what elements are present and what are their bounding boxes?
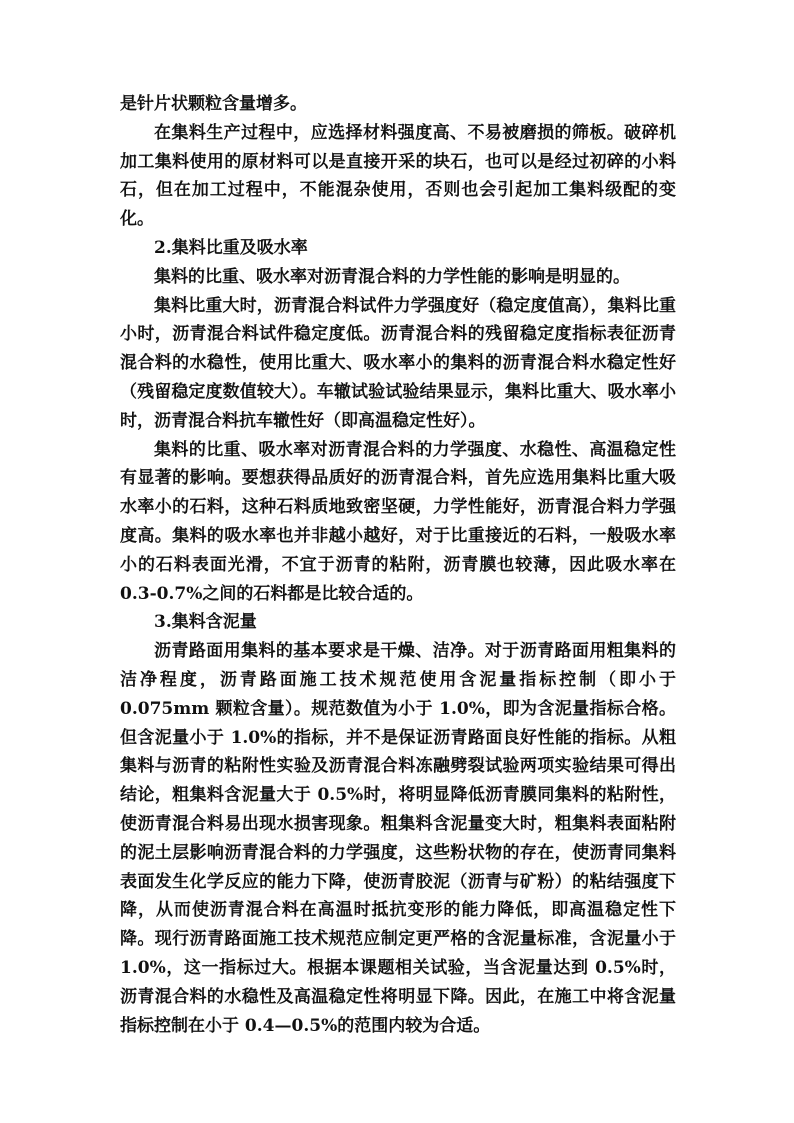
paragraph-aggregate-production: 在集料生产过程中，应选择材料强度高、不易被磨损的筛板。破碎机加工集料使用的原材料可以是直接开采的块石，也可以是经过初碎的小料石，但在加工过程中，不能混杂使用，否则也会引起加工集料级配的变化。 [120,122,676,230]
document-body [120,90,676,1040]
paragraph-specific-gravity: 集料比重大时，沥青混合料试件力学强度好（稳定度值高），集料比重小时，沥青混合料试件稳定度低。沥青混合料的残留稳定度指标表征沥青混合料的水稳性，使用比重大、吸水率小的集料的沥青混合料水稳定性好（残留稳定度数值较大）。车辙试验试验结果显示，集料比重大、吸水率小时，沥青混合料抗车辙性好（即高温稳定性好）。 [120,295,676,431]
section-heading-mud-content: 3.集料含泥量 [154,612,257,633]
paragraph-influence: 集料的比重、吸水率对沥青混合料的力学性能的影响是明显的。 [154,266,630,287]
paragraph-continuation: 是针片状颗粒含量增多。 [120,94,307,114]
paragraph-mud-content: 沥青路面用集料的基本要求是干燥、洁净。对于沥青路面用粗集料的洁净程度，沥青路面施工技术规范使用含泥量指标控制（即小于 0.075mm 颗粒含量）。规范数值为小于 1.0%，即为含泥量指标合格。但含泥量小于 1.0%的指标，并不是保证沥青路面良好性能的指标。从粗集料与沥青的粘附性实验及沥青混合料冻融劈裂试验两项实验结果可得出结论，粗集料含泥量大于 0.5%时，将明显降低沥青膜同集料的粘附性，使沥青混合料易出现水损害现象。粗集料含泥量变大时，粗集料表面粘附的泥土层影响沥青混合料的力学强度，这些粉状物的存在，使沥青同集料表面发生化学反应的能力下降，使沥青胶泥（沥青与矿粉）的粘结强度下降，从而使沥青混合料在高温时抵抗变形的能力降低，即高温稳定性下降。现行沥青路面施工技术规范应制定更严格的含泥量标准，含泥量小于 1.0%，这一指标过大。根据本课题相关试验，当含泥量达到 0.5%时，沥青混合料的水稳性及高温稳定性将明显下降。因此，在施工中将含泥量指标控制在小于 0.4—0.5%的范围内较为合适。 [120,641,676,1036]
section-heading-specific-gravity: 2.集料比重及吸水率 [154,237,308,258]
paragraph-water-absorption: 集料的比重、吸水率对沥青混合料的力学强度、水稳性、高温稳定性有显著的影响。要想获得品质好的沥青混合料，首先应选用集料比重大吸水率小的石料，这种石料质地致密坚硬，力学性能好，沥青混合料力学强度高。集料的吸水率也并非越小越好，对于比重接近的石料，一般吸水率小的石料表面光滑，不宜于沥青的粘附，沥青膜也较薄，因此吸水率在 0.3-0.7%之间的石料都是比较合适的。 [120,439,676,604]
